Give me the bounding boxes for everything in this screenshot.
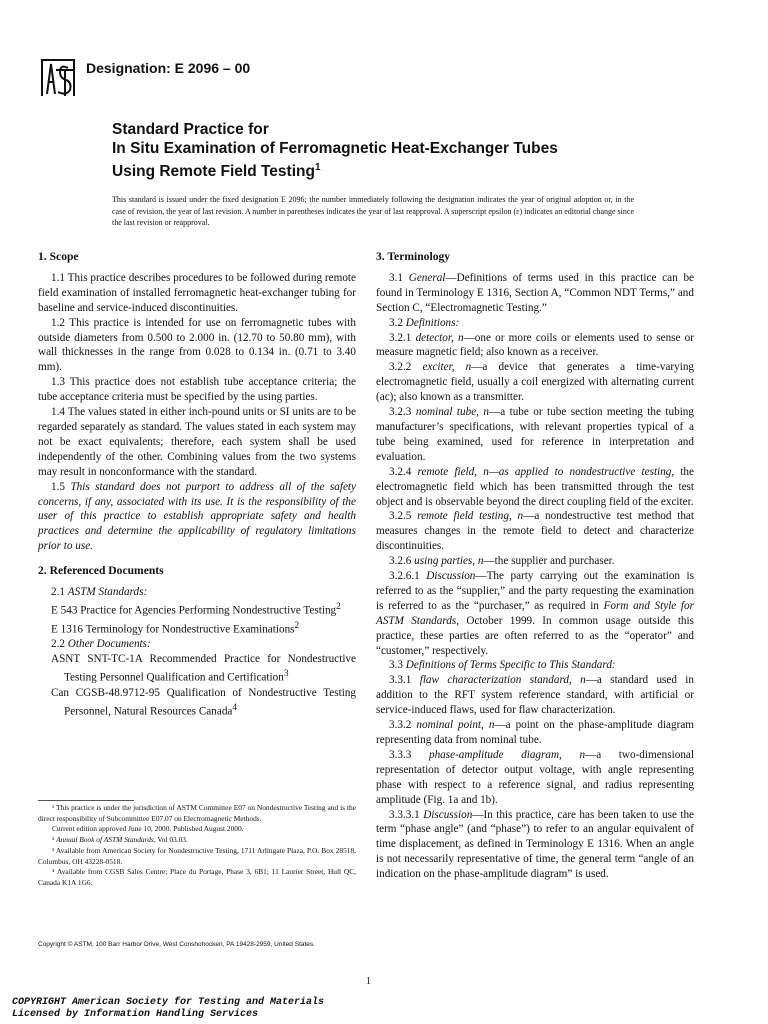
section-1-3: 1.3 This practice does not establish tube acceptance criteria; the tube acceptance criteria must be specified by the using parties. (38, 376, 356, 404)
footnote-3: ³ Available from American Society for Nondestructive Testing, 1711 Arlingate Plaza, P.O. Box 28518, Columbus, OH 43228-0518. (38, 845, 356, 866)
footnote-1: ¹ This practice is under the jurisdiction of ASTM Committee E07 on Nondestructive Testing and is the direct responsibility of Subcommittee E07.07 on Electromagnetic Methods. (38, 803, 356, 823)
referenced-documents-heading: 2. Referenced Documents (38, 564, 164, 578)
section-3-1: 3.1 General—Definitions of terms used in this practice can be found in Terminology E 1316, Section A, “Common NDT Terms,” and Section C, “Electromagnetic Testing.” (376, 271, 695, 314)
license-stamp-line-1: COPYRIGHT American Society for Testing and Materials (12, 997, 325, 1008)
title-line-2: In Situ Examination of Ferromagnetic Heat-Exchanger Tubes (112, 140, 558, 157)
section-3-2-3: 3.2.3 nominal tube, n—a tube or tube section meeting the tubing manufacturer’s specifications, with relevant properties typical of a tube being examined, used for reference in interpretation and evaluation. (376, 406, 694, 463)
section-2-1: 2.1 ASTM Standards: (51, 586, 148, 599)
section-3-3-3-1: 3.3.3.1 Discussion—In this practice, care has been taken to use the term “phase angle” (and “phase”) to refer to an angular equivalent of time displacement, as defined in Terminology E 1316. When an angle is not necessarily representative of time, the general term “angle of an indication on the phase-amplitude diagram” is used. (376, 808, 695, 881)
footnotes (38, 803, 356, 889)
section-3-2-6: 3.2.6 using parties, n—the supplier and purchaser. (389, 555, 615, 568)
section-3-2-6-1: 3.2.6.1 Discussion—The party carrying out the examination is referred to as the “supplier,” and the party requesting the examination is referred to as the “purchaser,” as required in Form and Style for ASTM Standards, October 1999. In common usage outside this practice, these parties are often referred to as the “operator” and “customer,” respectively. (376, 570, 694, 657)
section-3-2-4: 3.2.4 remote field, n—as applied to nondestructive testing, the electromagnetic field which has been transmitted through the test object and is observable beyond the direct coupling field of the exciter. (376, 465, 694, 508)
section-1-5: 1.5 This standard does not purport to address all of the safety concerns, if any, associated with its use. It is the responsibility of the user of this practice to establish appropriate safety and health practices and determine the applicability of regulatory limitations prior to use. (38, 480, 357, 553)
section-2-2: 2.2 Other Documents: (51, 638, 151, 651)
license-stamp-line-2: Licensed by Information Handling Services (12, 1008, 259, 1020)
section-3-3-1: 3.3.1 flaw characterization standard, n—a standard used in addition to the RFT system reference standard, with artificial or service-induced flaws, used for flaw characterization. (376, 674, 694, 717)
section-3-2-1: 3.2.1 detector, n—one or more coils or elements used to sense or measure magnetic field; also known as a receiver. (376, 331, 695, 359)
left-column (38, 250, 356, 719)
footnote-2: ² Annual Book of ASTM Standards, Vol 03.03. (52, 835, 188, 845)
reference-asnt: ASNT SNT-TC-1A Recommended Practice for Nondestructive Testing Personnel Qualification and Certification$^3$ (51, 653, 356, 684)
footnote-divider (38, 800, 134, 801)
title-line-1: Standard Practice for (112, 121, 269, 138)
section-1-4: 1.4 The values stated in either inch-pound units or SI units are to be regarded separately as standard. The values stated in each system may not be exact equivalents; therefore, each system shall be used independently of the other. Combining values from the two systems may result in nonconformance with the standard. (38, 406, 356, 478)
section-1-2: 1.2 This practice is intended for use on ferromagnetic tubes with outside diameters from 0.500 to 2.000 in. (12.70 to 50.80 mm), with wall thicknesses in the range from 0.028 to 0.134 in. (0.71 to 3.40 mm). (38, 316, 356, 374)
section-3-3-3: 3.3.3 phase-amplitude diagram, n—a two-dimensional representation of detector output voltage, with angle representing phase with respect to a reference signal, and radius representing amplitude (Fig. 1a and 1b). (376, 748, 694, 806)
document-header (38, 50, 738, 100)
reference-can-cgsb: Can CGSB-48.9712-95 Qualification of Nondestructive Testing Personnel, Natural Resources Canada$^4$ (51, 686, 356, 718)
title-footnote-mark: 1 (314, 162, 321, 173)
right-column (376, 250, 694, 882)
section-3-3-2: 3.3.2 nominal point, n—a point on the phase-amplitude diagram representing data from nominal tube. (376, 719, 695, 746)
designation: Designation: E 2096 – 00 (86, 60, 251, 76)
terminology-heading: 3. Terminology (376, 250, 451, 263)
reference-e543: E 543 Practice for Agencies Performing Nondestructive Testing$^2$ (51, 601, 341, 617)
section-3-3: 3.3 Definitions of Terms Specific to This Standard: (389, 659, 616, 672)
reference-e1316: E 1316 Terminology for Nondestructive Examinations$^2$ (51, 620, 300, 636)
scope-heading: 1. Scope (38, 250, 79, 263)
section-3-2-5: 3.2.5 remote field testing, n—a nondestructive test method that measures changes in the remote field to detect and characterize discontinuities. (376, 510, 694, 553)
footnote-4: ⁴ Available from CGSB Sales Centre; Place du Portage, Phase 3, 6B1; 11 Laurier Street, Hull QC, Canada K1A 1G6. (38, 867, 356, 887)
page-number: 1 (366, 976, 371, 987)
footnote-1-continued: Current edition approved June 10, 2000. Published August 2000. (52, 824, 244, 834)
section-3-2: 3.2 Definitions: (389, 316, 460, 329)
title-line-3: Using Remote Field Testing$^1$ (112, 162, 321, 181)
document-title (112, 120, 672, 181)
copyright-line: Copyright © ASTM, 100 Barr Harbor Drive, West Conshohocken, PA 19428-2959, United States. (38, 941, 315, 948)
section-1-1: 1.1 This practice describes procedures to be followed during remote field examination of installed ferromagnetic heat-exchanger tubing for baseline and service-induced discontinuities. (38, 271, 356, 314)
preface-note: This standard is issued under the fixed designation E 2096; the number immediately following the designation indicates the year of original adoption or, in the case of revision, the year of last revision. A number in parentheses indicates the year of last reapproval. A superscript epsilon (ε) indicates an editorial change since the last revision or reapproval. (112, 195, 634, 227)
astm-logo-icon (38, 56, 78, 98)
section-3-2-2: 3.2.2 exciter, n—a device that generates a time-varying electromagnetic field, usually a coil energized with alternating current (ac); also known as a transmitter. (376, 361, 695, 404)
license-stamp (12, 997, 324, 1020)
